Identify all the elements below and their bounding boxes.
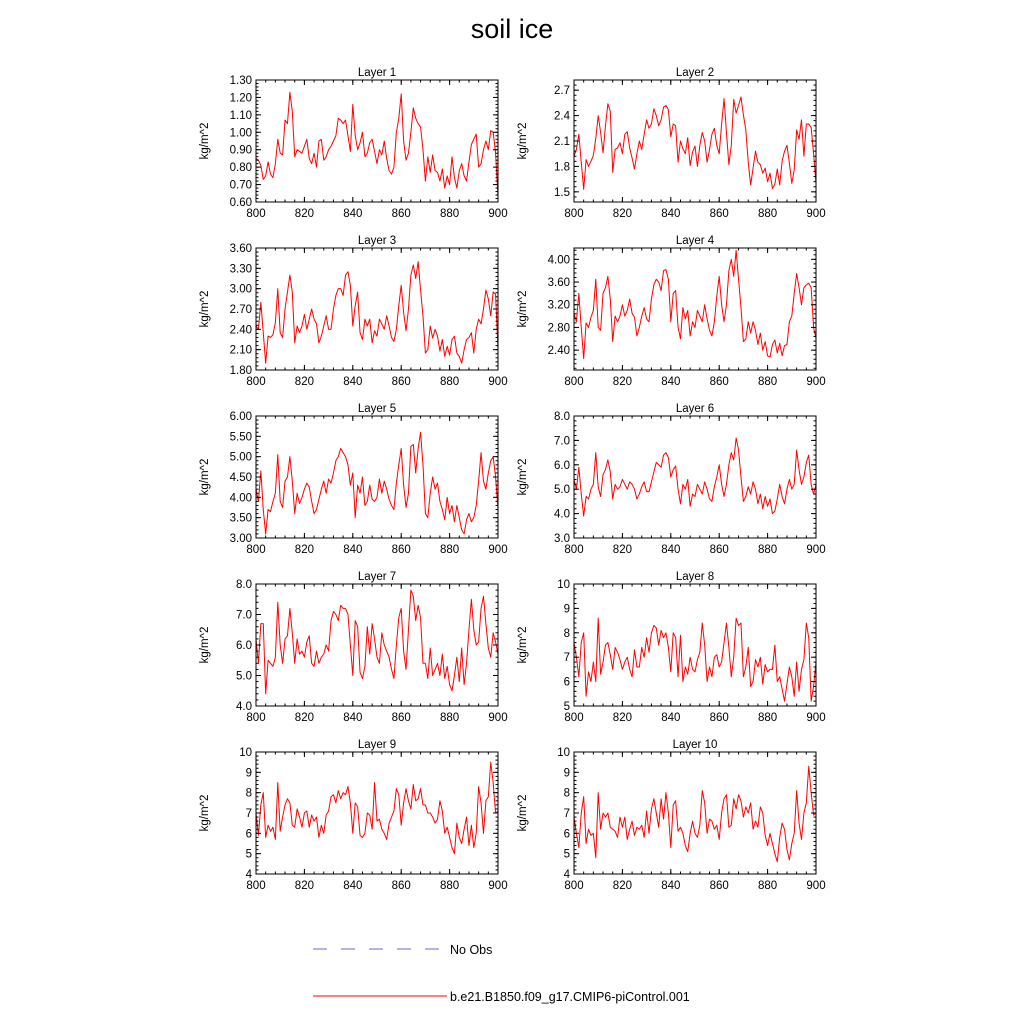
y-tick-label: 3.60 [229, 243, 252, 255]
x-tick-label: 860 [391, 376, 411, 388]
y-tick-label: 4.50 [229, 472, 252, 484]
x-tick-label: 800 [564, 712, 584, 724]
x-tick-label: 900 [488, 208, 508, 220]
panel-7 [199, 571, 508, 724]
y-tick-label: 5.0 [554, 484, 570, 497]
x-tick-label: 880 [440, 376, 460, 388]
y-tick-label: 7 [563, 652, 570, 665]
y-tick-label: 8 [245, 787, 252, 800]
y-tick-label: 6.00 [229, 411, 252, 423]
y-tick-label: 6 [563, 676, 570, 689]
y-tick-label: 6 [245, 828, 252, 841]
panel-title: Layer 9 [357, 739, 397, 751]
x-tick-label: 820 [294, 880, 314, 892]
x-tick-label: 880 [440, 880, 460, 892]
y-axis-label: kg/m^2 [199, 626, 211, 664]
series-line [574, 618, 816, 701]
series-line [574, 766, 816, 862]
y-tick-label: 7 [245, 808, 252, 820]
y-tick-label: 3.30 [229, 263, 252, 276]
x-tick-label: 840 [661, 544, 681, 556]
x-tick-label: 860 [391, 880, 411, 892]
y-tick-label: 8 [563, 787, 570, 800]
y-axis-label: kg/m^2 [199, 122, 211, 160]
x-tick-label: 860 [391, 208, 411, 220]
legend [313, 943, 690, 1004]
y-tick-label: 4 [563, 869, 570, 881]
panel-title: Layer 3 [357, 235, 397, 247]
y-tick-label: 7.0 [554, 435, 570, 448]
y-tick-label: 2.40 [229, 324, 252, 337]
x-tick-label: 860 [391, 544, 411, 556]
y-axis-label: kg/m^2 [517, 794, 529, 832]
y-tick-label: 9 [563, 767, 570, 780]
x-tick-label: 840 [343, 208, 363, 220]
y-tick-label: 2.40 [547, 345, 570, 358]
panel-title: Layer 1 [357, 67, 397, 79]
series-line [574, 438, 816, 516]
panel-10 [517, 739, 826, 892]
plot-frame [574, 248, 816, 370]
plot-frame [256, 752, 498, 874]
y-tick-label: 4.0 [236, 701, 252, 713]
panel-8 [517, 571, 826, 724]
series-line [256, 262, 498, 364]
panel-9 [199, 739, 508, 892]
panel-title: Layer 10 [672, 739, 718, 751]
x-tick-label: 880 [440, 544, 460, 556]
y-axis-label: kg/m^2 [517, 290, 529, 328]
x-tick-label: 840 [343, 880, 363, 892]
panel-6 [517, 403, 826, 556]
x-tick-label: 800 [564, 376, 584, 388]
x-tick-label: 840 [661, 208, 681, 220]
series-line [574, 250, 816, 358]
x-tick-label: 880 [758, 712, 778, 724]
x-tick-label: 840 [343, 544, 363, 556]
x-tick-label: 860 [709, 376, 729, 388]
y-tick-label: 2.4 [554, 110, 570, 123]
y-tick-label: 1.20 [229, 92, 252, 105]
y-tick-label: 10 [239, 747, 252, 759]
panel-4 [517, 235, 826, 388]
x-tick-label: 880 [758, 544, 778, 556]
y-tick-label: 2.70 [229, 304, 252, 316]
x-tick-label: 820 [612, 880, 632, 892]
y-tick-label: 4.00 [229, 492, 252, 505]
y-axis-label: kg/m^2 [517, 626, 529, 664]
x-tick-label: 800 [246, 712, 266, 724]
y-tick-label: 4.0 [554, 508, 570, 521]
x-tick-label: 860 [709, 712, 729, 724]
plot-frame [574, 584, 816, 706]
x-tick-label: 900 [806, 208, 826, 220]
x-tick-label: 860 [391, 712, 411, 724]
y-tick-label: 1.00 [229, 127, 252, 140]
x-tick-label: 900 [488, 712, 508, 724]
x-tick-label: 800 [564, 880, 584, 892]
x-tick-label: 860 [709, 208, 729, 220]
x-tick-label: 880 [440, 712, 460, 724]
x-tick-label: 840 [343, 712, 363, 724]
x-tick-label: 880 [758, 208, 778, 220]
panel-3 [199, 235, 508, 388]
y-axis-label: kg/m^2 [199, 794, 211, 832]
y-tick-label: 3.00 [229, 283, 252, 296]
y-tick-label: 9 [245, 767, 252, 780]
x-tick-label: 880 [758, 880, 778, 892]
x-tick-label: 800 [564, 544, 584, 556]
y-tick-label: 2.7 [554, 85, 570, 98]
y-tick-label: 5.50 [229, 431, 252, 444]
y-tick-label: 8.0 [236, 579, 252, 591]
legend-label: No Obs [450, 943, 493, 957]
y-tick-label: 1.30 [229, 75, 252, 87]
y-tick-label: 2.1 [554, 136, 570, 148]
x-tick-label: 900 [806, 544, 826, 556]
y-tick-label: 5.0 [236, 670, 252, 683]
series-line [256, 432, 498, 534]
y-tick-label: 8 [563, 627, 570, 640]
series-line [256, 92, 498, 197]
panel-title: Layer 8 [675, 571, 715, 583]
x-tick-label: 820 [294, 544, 314, 556]
x-tick-label: 880 [758, 376, 778, 388]
x-tick-label: 860 [709, 544, 729, 556]
y-axis-label: kg/m^2 [517, 458, 529, 496]
x-tick-label: 820 [294, 712, 314, 724]
panel-title: Layer 5 [357, 403, 397, 415]
x-tick-label: 880 [440, 208, 460, 220]
panel-title: Layer 6 [675, 403, 715, 415]
x-tick-label: 820 [294, 376, 314, 388]
panel-5 [199, 403, 508, 556]
x-tick-label: 900 [488, 376, 508, 388]
x-tick-label: 900 [806, 376, 826, 388]
x-tick-label: 840 [661, 712, 681, 724]
y-axis-label: kg/m^2 [199, 290, 211, 328]
x-tick-label: 900 [488, 544, 508, 556]
y-tick-label: 6.0 [236, 640, 252, 652]
y-tick-label: 8.0 [554, 411, 570, 423]
panel-1 [199, 67, 508, 220]
y-tick-label: 3.0 [554, 533, 570, 545]
x-tick-label: 800 [246, 208, 266, 220]
x-tick-label: 820 [612, 376, 632, 388]
y-tick-label: 1.8 [554, 161, 570, 174]
panel-title: Layer 4 [675, 235, 715, 247]
y-tick-label: 2.10 [229, 344, 252, 357]
y-tick-label: 5.00 [229, 451, 252, 464]
x-tick-label: 900 [806, 712, 826, 724]
y-tick-label: 7.0 [236, 609, 252, 622]
y-tick-label: 5 [563, 848, 570, 861]
y-tick-label: 7 [563, 808, 570, 820]
y-tick-label: 10 [557, 747, 570, 759]
x-tick-label: 860 [709, 880, 729, 892]
y-tick-label: 0.90 [229, 144, 252, 157]
y-tick-label: 9 [563, 603, 570, 616]
x-tick-label: 800 [246, 880, 266, 892]
chart-title: soil ice [470, 14, 554, 44]
x-tick-label: 800 [246, 376, 266, 388]
y-tick-label: 5 [245, 848, 252, 861]
x-tick-label: 840 [661, 880, 681, 892]
x-tick-label: 800 [246, 544, 266, 556]
y-tick-label: 6 [563, 828, 570, 841]
y-tick-label: 2.80 [547, 322, 570, 335]
x-tick-label: 800 [564, 208, 584, 220]
series-line [256, 762, 498, 854]
x-tick-label: 820 [612, 712, 632, 724]
x-tick-label: 840 [343, 376, 363, 388]
y-tick-label: 0.70 [229, 179, 252, 192]
y-tick-label: 4 [245, 869, 252, 881]
y-tick-label: 3.50 [229, 512, 252, 525]
legend-label: b.e21.B1850.f09_g17.CMIP6-piControl.001 [450, 990, 690, 1004]
y-tick-label: 0.60 [229, 197, 252, 209]
y-tick-label: 1.80 [229, 365, 252, 377]
y-tick-label: 4.00 [547, 254, 570, 267]
y-axis-label: kg/m^2 [199, 458, 211, 496]
y-tick-label: 5 [563, 701, 570, 713]
series-line [574, 97, 816, 189]
plot-frame [256, 80, 498, 202]
y-axis-label: kg/m^2 [517, 122, 529, 160]
x-tick-label: 840 [661, 376, 681, 388]
panel-2 [517, 67, 826, 220]
panel-title: Layer 2 [675, 67, 715, 79]
plot-frame [574, 752, 816, 874]
x-tick-label: 900 [806, 880, 826, 892]
y-tick-label: 0.80 [229, 162, 252, 175]
y-tick-label: 1.5 [554, 186, 570, 199]
x-tick-label: 820 [612, 208, 632, 220]
x-tick-label: 820 [612, 544, 632, 556]
x-tick-label: 900 [488, 880, 508, 892]
y-tick-label: 1.10 [229, 109, 252, 122]
y-tick-label: 6.0 [554, 459, 570, 472]
y-tick-label: 3.20 [547, 299, 570, 312]
series-line [256, 590, 498, 694]
y-tick-label: 3.00 [229, 533, 252, 545]
y-tick-label: 10 [557, 579, 570, 591]
panel-title: Layer 7 [357, 571, 397, 583]
plot-frame [256, 584, 498, 706]
plot-frame [256, 248, 498, 370]
x-tick-label: 820 [294, 208, 314, 220]
y-tick-label: 3.60 [547, 277, 570, 290]
